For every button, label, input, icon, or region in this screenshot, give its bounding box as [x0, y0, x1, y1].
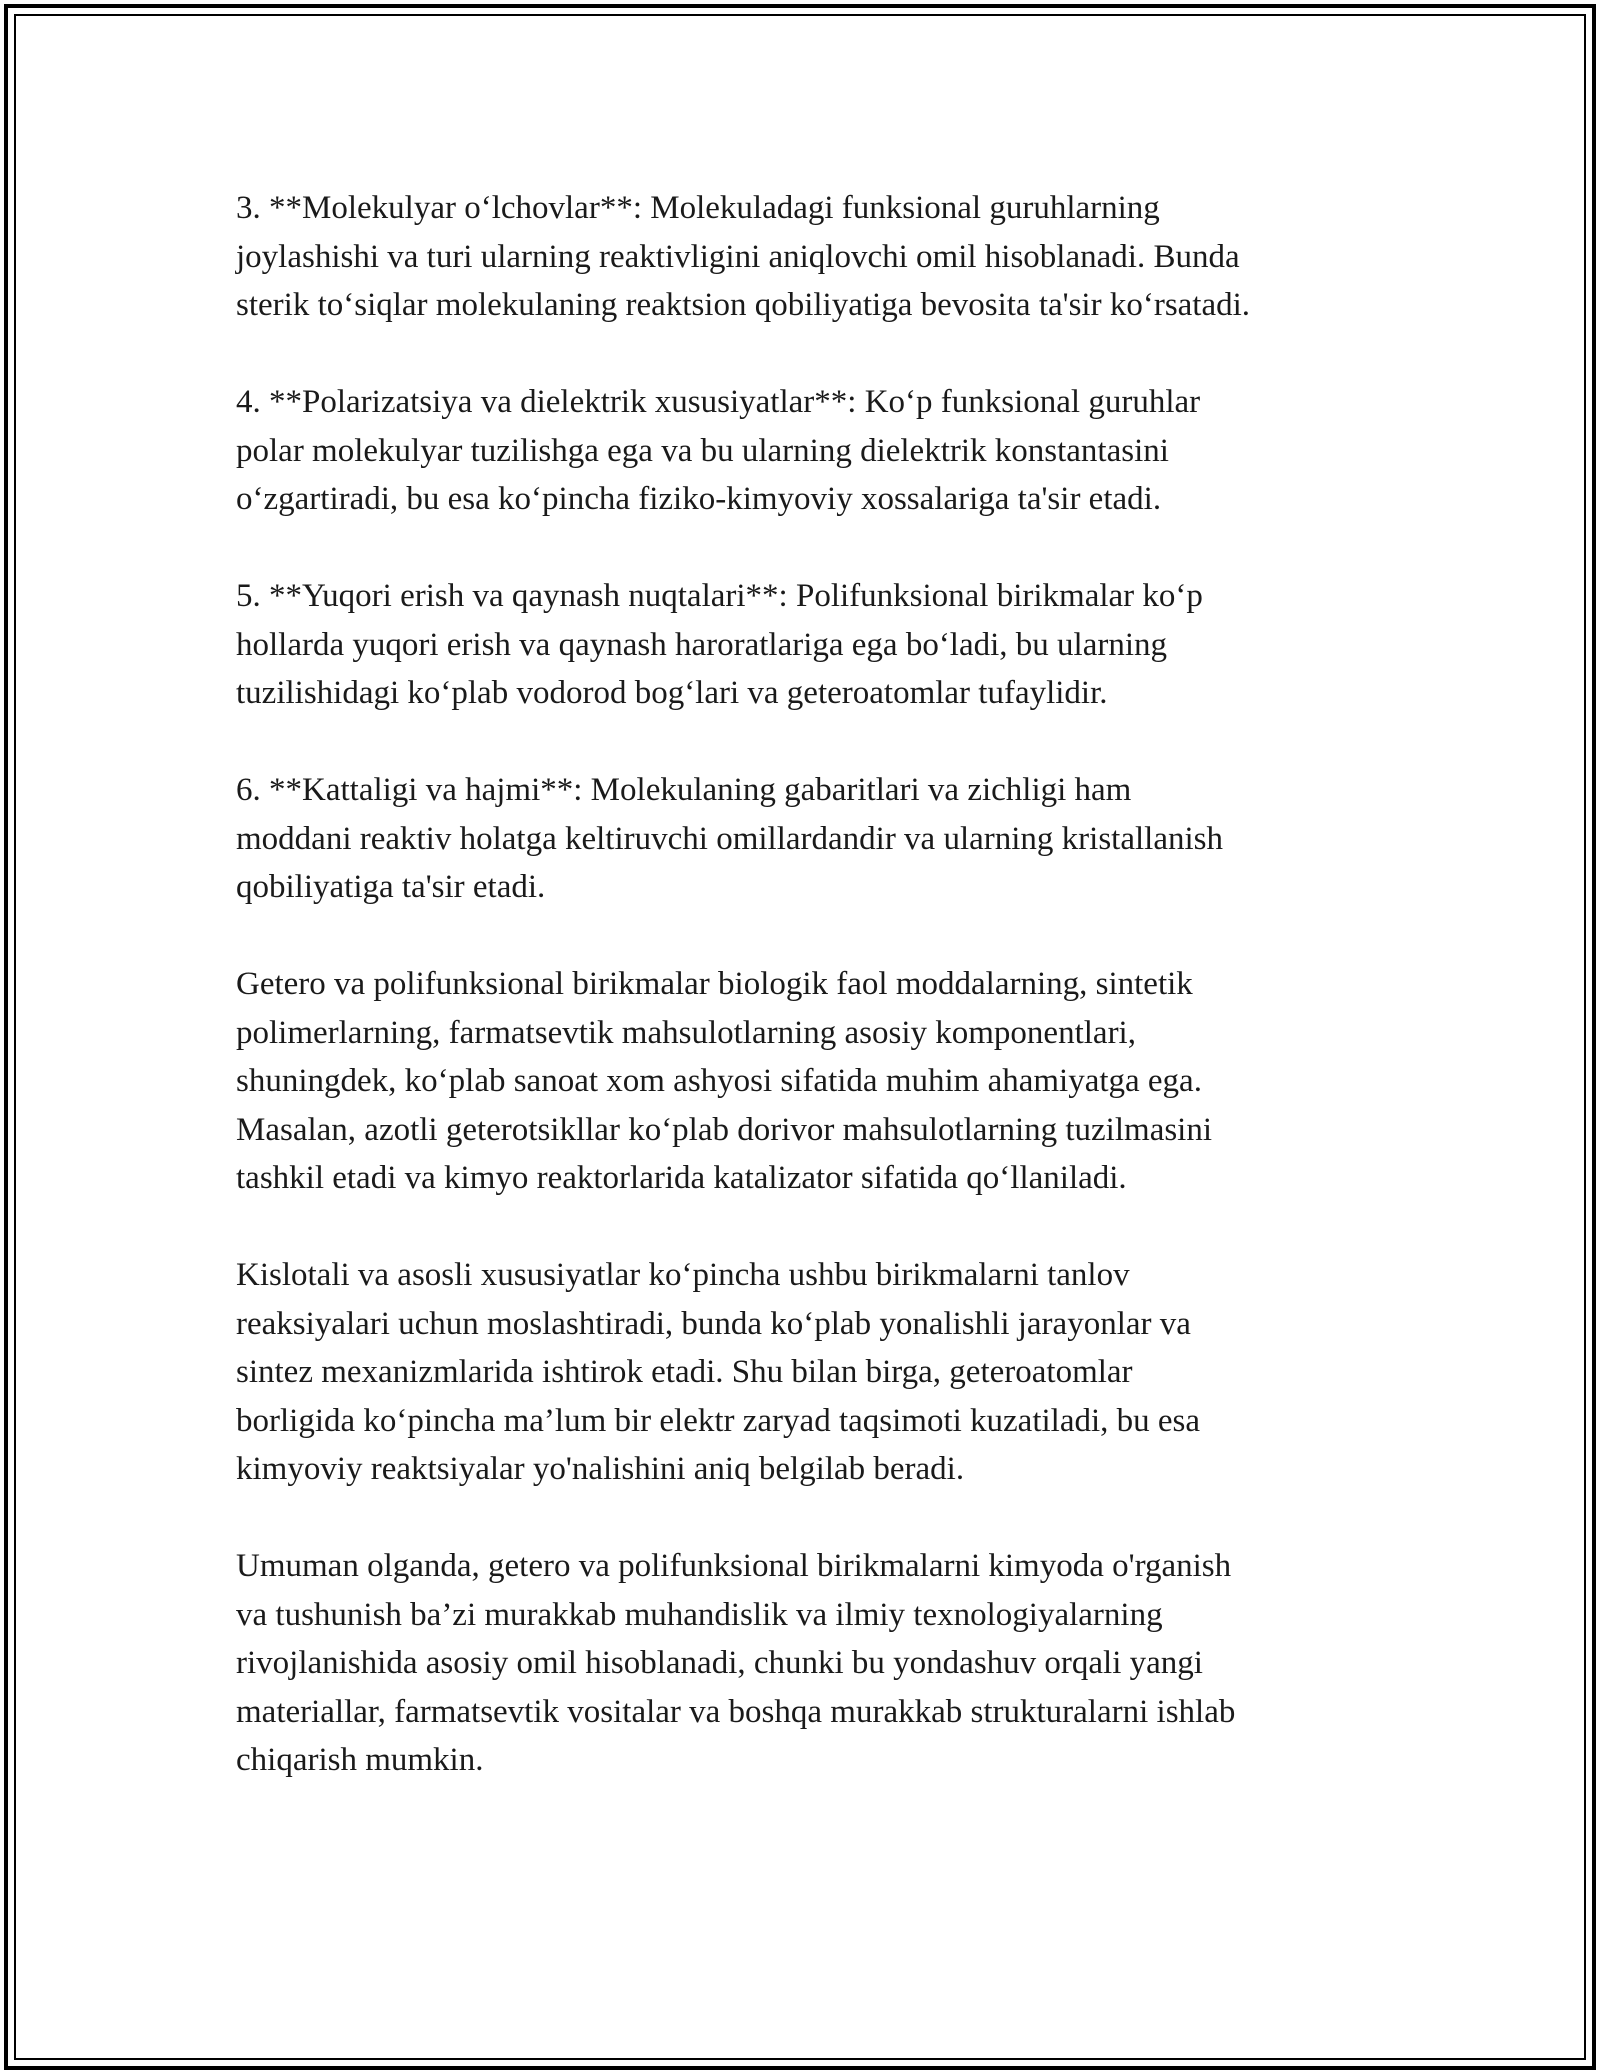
paragraph-polarization: 4. **Polarizatsiya va dielektrik xususiyatlar**: Ko‘p funksional guruhlar polar molekulyar tuzilishga ega va bu ularning dielektrik konstantasini o‘zgartiradi, bu esa ko‘pincha fiziko-kimyoviy xossalariga ta'sir etadi.: [236, 384, 1201, 517]
paragraph-molecular-dimensions: 3. **Molekulyar o‘lchovlar**: Molekuladagi funksional guruhlarning joylashishi va turi ularning reaktivligini aniqlovchi omil hisoblanadi. Bunda sterik to‘siqlar molekulaning reaktsion qobiliyatiga bevosita ta'sir ko‘rsatadi.: [236, 190, 1251, 323]
paragraph-acid-base-properties: Kislotali va asosli xususiyatlar ko‘pincha ushbu birikmalarni tanlov reaksiyalari uchun moslashtiradi, bunda ko‘plab yonalishli jarayonlar va sintez mexanizmlarida ishtirok etadi. Shu bilan birga, geteroatomlar borligida ko‘pincha ma’lum bir elektr zaryad taqsimoti kuzatiladi, bu esa kimyoviy reaktsiyalar yo'nalishini aniq belgilab beradi.: [236, 1257, 1201, 1487]
paragraph-size-volume: 6. **Kattaligi va hajmi**: Molekulaning gabaritlari va zichligi ham moddani reaktiv holatga keltiruvchi omillardandir va ularning kristallanish qobiliyatiga ta'sir etadi.: [236, 772, 1223, 905]
paragraph-conclusion: Umuman olganda, getero va polifunksional birikmalarni kimyoda o'rganish va tushunish ba’zi murakkab muhandislik va ilmiy texnologiyalarning rivojlanishida asosiy omil hisoblanadi, chunki bu yondashuv orqali yangi materiallar, farmatsevtik vositalar va boshqa murakkab strukturalarni ishlab chiqarish mumkin.: [236, 1548, 1236, 1778]
paragraph-biological-importance: Getero va polifunksional birikmalar biologik faol moddalarning, sintetik polimerlarning, farmatsevtik mahsulotlarning asosiy komponentlari, shuningdek, ko‘plab sanoat xom ashyosi sifatida muhim ahamiyatga ega. Masalan, azotli geterotsikllar ko‘plab dorivor mahsulotlarning tuzilmasini tashkil etadi va kimyo reaktorlarida katalizator sifatida qo‘llaniladi.: [236, 966, 1213, 1196]
document-body: [236, 184, 1386, 1785]
paragraph-melting-boiling-points: 5. **Yuqori erish va qaynash nuqtalari**: Polifunksional birikmalar ko‘p hollarda yuqori erish va qaynash haroratlariga ega bo‘ladi, bu ularning tuzilishidagi ko‘plab vodorod bog‘lari va geteroatomlar tufaylidir.: [236, 578, 1203, 711]
